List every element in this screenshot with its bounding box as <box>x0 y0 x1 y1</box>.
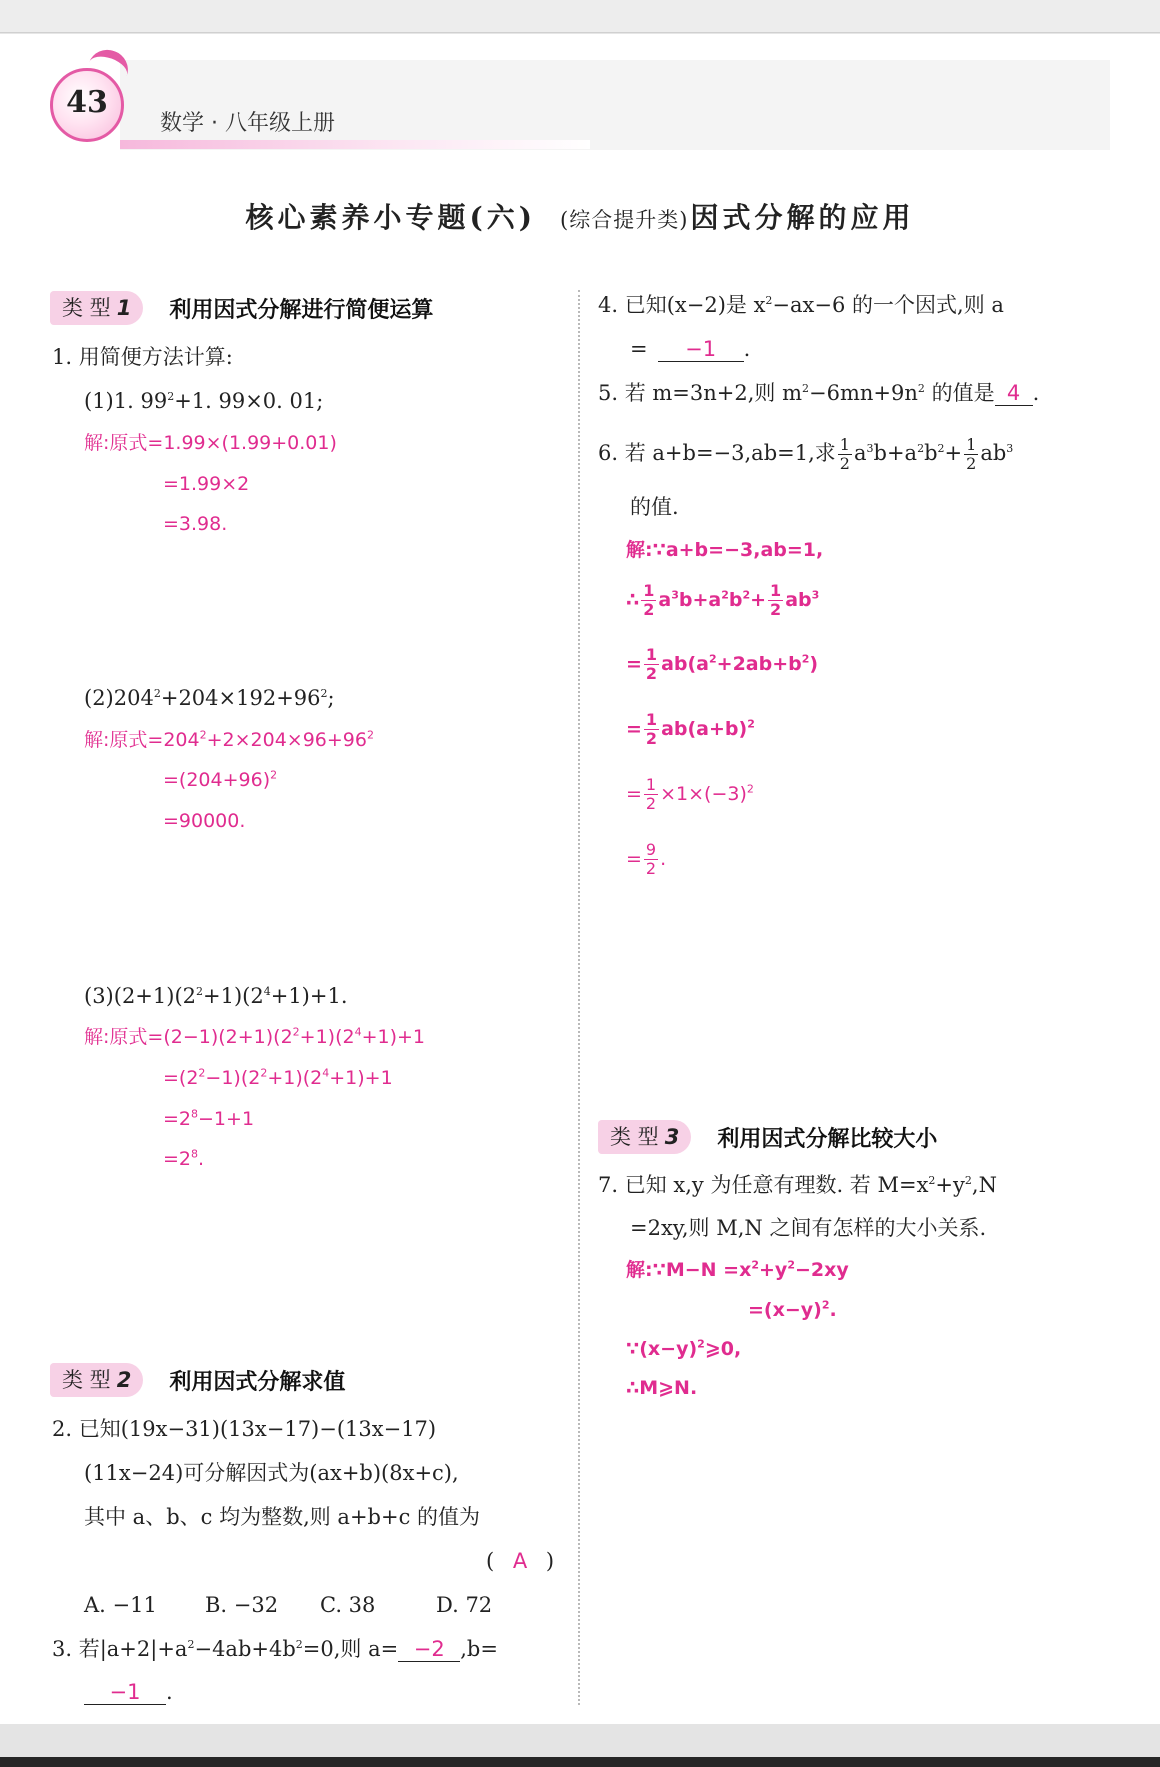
title-main-1: 核心素养小专题(六) <box>245 201 537 234</box>
viewer-bottom-bar <box>0 1724 1160 1767</box>
q7-solution-line1: 解:∵M−N $=x^2+y^2-2xy$ <box>626 1258 849 1281</box>
q6-line1: 6. 若 a+b=−3,ab=1,求 $\frac{1}{2}$ $a^3b+a^2b^2+$ $\frac{1}{2}$ $ab^3$ <box>598 435 1014 473</box>
q2-line2: (11x−24)可分解因式为(ax+b)(8x+c), <box>84 1461 459 1485</box>
q3-blank-b: −1 <box>84 1680 166 1705</box>
q1-part2-solution-line2: $=(204+96)^2$ <box>163 768 278 791</box>
q1-part3-solution-line3: $=2^8-1+1$ <box>163 1107 255 1130</box>
q2-choice-d: D. 72 <box>436 1593 493 1617</box>
q5-line: 5. 若 m=3n+2,则 $m^2-6mn+9n^2$ 的值是 4 . <box>598 381 1040 405</box>
q2-answer: A <box>512 1549 528 1573</box>
q2-choice-c: C. 38 <box>320 1593 376 1617</box>
q1-part3: $(3)(2+1)(2^2+1)(2^4+1)+1$. <box>84 984 348 1008</box>
page-number-badge <box>50 68 124 142</box>
q3-line1: 3. 若$|a+2|+a^2-4ab+4b^2=0$,则 a= −2 ,b= <box>52 1637 498 1661</box>
q5-blank: 4 <box>995 381 1033 406</box>
q1-part3-solution-line1: 解:原式$=(2-1)(2+1)(2^2+1)(2^4+1)+1$ <box>84 1025 426 1048</box>
viewer-top-bar <box>0 0 1160 33</box>
q7-solution-line3: $\because(x-y)^2⩾0$, <box>626 1337 742 1360</box>
q4-line1: 4. 已知(x−2)是 $x^2-ax-6$ 的一个因式,则 a <box>598 293 1004 317</box>
q2-answer-bracket: ( A ) <box>486 1549 555 1573</box>
q4-line2: = −1 . <box>630 337 751 361</box>
q1-part1-solution-line3: =3.98. <box>163 513 228 535</box>
type-1-name: 利用因式分解进行简便运算 <box>169 297 434 323</box>
header-stripe <box>120 140 590 149</box>
q6-solution-line4: = $\frac{1}{2}$ $ab(a+b)^2$ <box>626 710 755 748</box>
q1-stem: 1. 用简便方法计算: <box>52 345 233 369</box>
type-3-name: 利用因式分解比较大小 <box>717 1126 938 1152</box>
type-2-heading <box>50 1363 345 1397</box>
q2-choice-b: B. −32 <box>205 1593 279 1617</box>
type-2-name: 利用因式分解求值 <box>169 1369 346 1395</box>
page-number: 43 <box>66 85 108 120</box>
q7-solution-line4: ∴M⩾N. <box>626 1377 698 1399</box>
type-1-badge: 类 型 1 <box>50 291 143 325</box>
book-title: 数学 · 八年级上册 <box>160 111 335 136</box>
q1-part2-solution-line1: 解:原式$=204^2+2\times 204\times 96+96^2$ <box>84 728 374 751</box>
q2-line1: 2. 已知(19x−31)(13x−17)−(13x−17) <box>52 1417 437 1441</box>
title-main-2: 因式分解的应用 <box>690 201 915 234</box>
q6-frac-half-2: $\frac{1}{2}$ <box>966 435 977 473</box>
q2-choice-a: A. −11 <box>84 1593 157 1617</box>
q1-part2: $(2)204^2+204\times 192+96^2$; <box>84 686 335 710</box>
q6-solution-line2: ∴ $\frac{1}{2}$ $a^3b+a^2b^2+$ $\frac{1}{2}$ $ab^3$ <box>626 581 820 619</box>
q3-line2: −1 . <box>84 1677 173 1707</box>
q6-solution-line6: = $\frac{9}{2}$ . <box>626 840 667 878</box>
type-2-badge: 类 型 2 <box>50 1363 143 1397</box>
q4-blank: −1 <box>658 337 744 362</box>
q1-part1: (1)1. $99^2+1$. 99×0. 01; <box>84 389 324 413</box>
q7-solution-line2: $=(x-y)^2$. <box>748 1298 837 1321</box>
type-3-badge: 类 型 3 <box>598 1120 691 1154</box>
q6-solution-line3: = $\frac{1}{2}$ $ab(a^2+2ab+b^2)$ <box>626 645 819 683</box>
q1-part2-solution-line3: =90000. <box>163 810 246 832</box>
title-sub: (综合提升类) <box>560 208 689 232</box>
column-divider <box>578 290 580 1705</box>
q2-line3: 其中 a、b、c 均为整数,则 a+b+c 的值为 <box>84 1505 481 1529</box>
q7-line2: =2xy,则 M,N 之间有怎样的大小关系. <box>630 1216 987 1240</box>
page-title <box>0 196 1160 236</box>
q6-solution-line1: 解:∵a+b=−3,ab=1, <box>626 539 824 561</box>
q3-blank-a: −2 <box>398 1637 460 1662</box>
q1-part1-solution-line2: =1.99×2 <box>163 473 250 495</box>
type-3-heading <box>598 1120 937 1154</box>
q1-part1-solution-line1: 解:原式=1.99×(1.99+0.01) <box>84 432 337 454</box>
q6-frac-half-1: $\frac{1}{2}$ <box>839 435 850 473</box>
q1-part3-solution-line2: $=(2^2-1)(2^2+1)(2^4+1)+1$ <box>163 1066 393 1089</box>
q6-solution-line5: = $\frac{1}{2}$ $\times 1\times(-3)^2$ <box>626 775 754 813</box>
q7-line1: 7. 已知 x,y 为任意有理数. 若 $M=x^2+y^2,N$ <box>598 1173 997 1197</box>
type-1-heading <box>50 291 433 325</box>
q6-line2: 的值. <box>630 495 679 519</box>
q1-part3-solution-line4: $=2^8$. <box>163 1147 205 1170</box>
